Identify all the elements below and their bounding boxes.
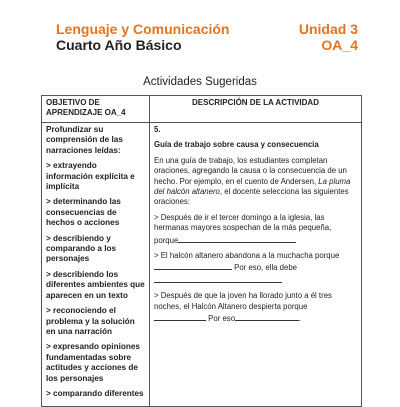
activity-sentence (154, 251, 357, 286)
sentence-text: > Después de ir el tercer domingo a la iglesia, las hermanas mayores sospechan de la más pequeña, porque (154, 212, 332, 245)
objective-item: > expresando opiniones fundamentadas sobre actitudes y acciones de los personajes (46, 342, 140, 383)
activity-title: Guía de trabajo sobre causa y consecuencia (154, 140, 319, 150)
intro-text: En una guía de trabajo, los estudiantes completan oraciones, agregando la causa o la consecuencia de un hecho. Por ejemplo, en el cuento de Andersen, (154, 155, 347, 186)
activity-sentence (154, 213, 357, 246)
intro-text-end: , el docente selecciona las siguientes oraciones: (154, 187, 349, 207)
objective-item: Profundizar su comprensión de las narraciones leídas: (46, 125, 123, 155)
table-row (42, 123, 362, 407)
objective-item: > describiendo los diferentes ambientes que aparecen en un texto (46, 269, 145, 300)
unit-label: Unidad 3 (298, 21, 358, 37)
activity-sentence (154, 291, 357, 324)
section-title: Actividades Sugeridas (143, 76, 257, 88)
activity-intro (154, 156, 357, 208)
objective-item: > determinando las consecuencias de hechos o acciones (46, 197, 121, 228)
answer-blank (154, 274, 282, 283)
objective-column-header: OBJETIVO DE APRENDIZAJE OA_4 (42, 96, 150, 123)
objective-item: > reconociendo el problema y la solución en una narración (46, 306, 135, 336)
activities-table (41, 95, 362, 407)
subject-title: Lenguaje y Comunicación (56, 21, 230, 37)
description-column-header: DESCRIPCIÓN DE LA ACTIVIDAD (150, 96, 362, 123)
sentence-text: > Después de que la joven ha llorado junto a él tres noches, el Halcón Altanero despierta porque (154, 291, 332, 311)
sentence-text: Por eso (208, 314, 236, 324)
sentence-text: Por eso, ella debe (234, 263, 298, 273)
objective-item: > extrayendo información explícita e implícita (46, 161, 135, 192)
answer-blank (178, 234, 296, 243)
grade-level: Cuarto Año Básico (56, 37, 182, 53)
table-header-row (42, 96, 362, 123)
sentence-end: . (299, 314, 302, 324)
description-cell (150, 123, 362, 407)
page-header (0, 0, 400, 70)
objectives-cell (42, 123, 150, 407)
objective-item: > comparando diferentes (46, 388, 144, 398)
story-title: La pluma del halcón altanero (154, 176, 351, 197)
oa-label: OA_4 (321, 37, 358, 53)
answer-blank (235, 312, 302, 324)
activity-number: 5. (154, 125, 161, 134)
answer-blank (154, 261, 232, 270)
answer-blank (154, 312, 206, 321)
sentence-text: > El halcón altanero abandona a la muchacha porque (154, 251, 340, 261)
objective-item: > describiendo y comparando a los personajes (46, 233, 117, 264)
